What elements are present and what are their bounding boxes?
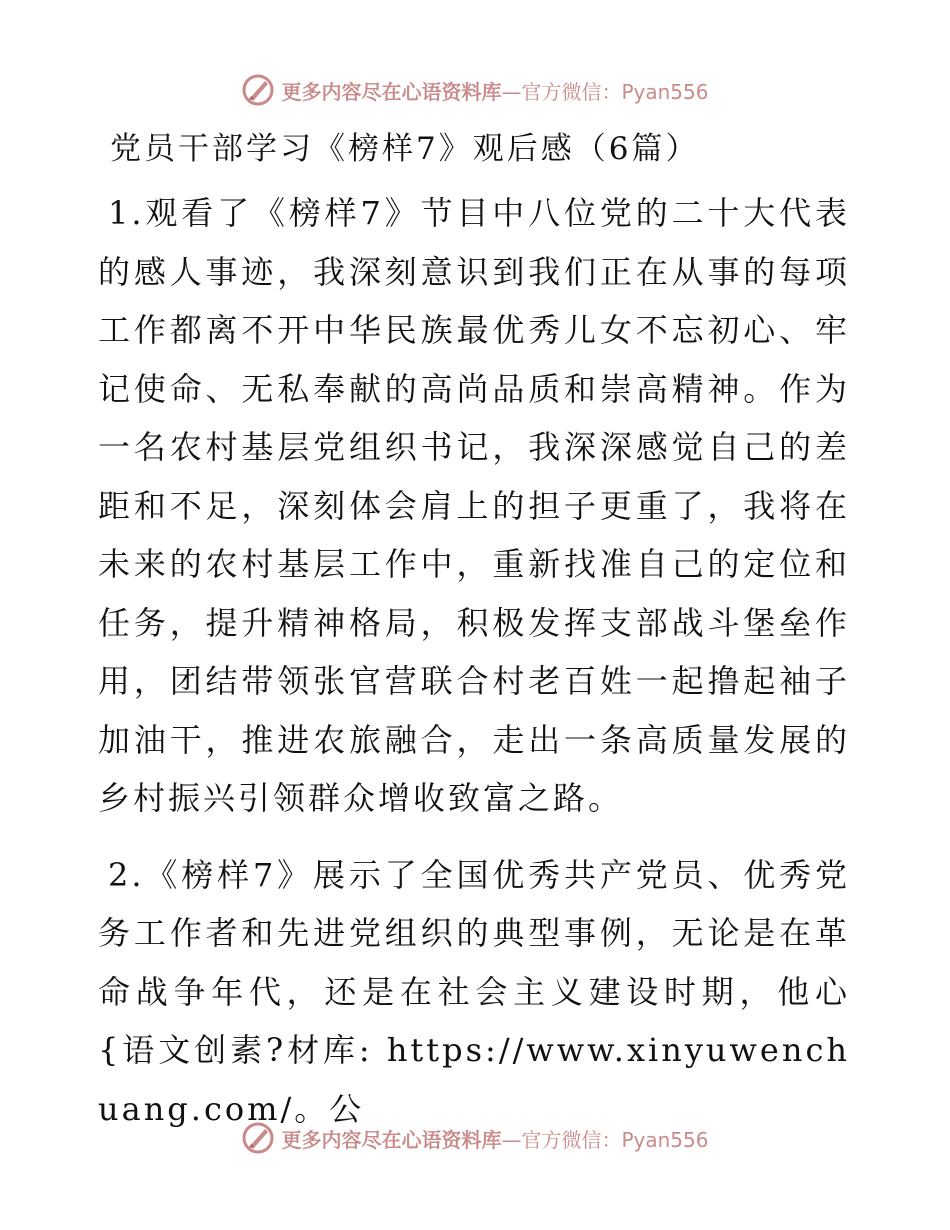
paragraph-2: [98, 846, 850, 1139]
pen-seal-icon: [241, 73, 275, 107]
pen-seal-icon: [241, 1121, 275, 1155]
document-body: [98, 120, 850, 1156]
footer-watermark: [0, 1118, 950, 1158]
watermark-text: 更多内容尽在心语资料库—官方微信：Pyan556: [281, 1127, 709, 1152]
paragraph-text: 《榜样7》展示了全国优秀共产党员、优秀党务工作者和先进党组织的典型事例，无论是在革命战争年代，还是在社会主义建设时期，他心{语文创素?材库: https://www.xinyuwenchuang.com/。公: [98, 855, 850, 1128]
paragraph-text: 观看了《榜样7》节目中八位党的二十大代表的感人事迹，我深刻意识到我们正在从事的每项工作都离不开中华民族最优秀儿女不忘初心、牢记使命、无私奉献的高尚品质和崇高精神。作为一名农村基层党组织书记，我深深感觉自己的差距和不足，深刻体会肩上的担子更重了，我将在未来的农村基层工作中，重新找准自己的定位和任务，提升精神格局，积极发挥支部战斗堡垒作用，团结带领张官营联合村老百姓一起撸起袖子加油干，推进农旅融合，走出一条高质量发展的乡村振兴引领群众增收致富之路。: [98, 194, 850, 817]
paragraph-1: [98, 184, 850, 828]
header-watermark: [0, 70, 950, 110]
paragraph-number: 2.: [108, 855, 145, 894]
paragraph-number: 1.: [108, 194, 145, 232]
document-title: 党员干部学习《榜样7》观后感（6篇）: [110, 131, 700, 167]
watermark-text: 更多内容尽在心语资料库—官方微信：Pyan556: [281, 79, 709, 104]
